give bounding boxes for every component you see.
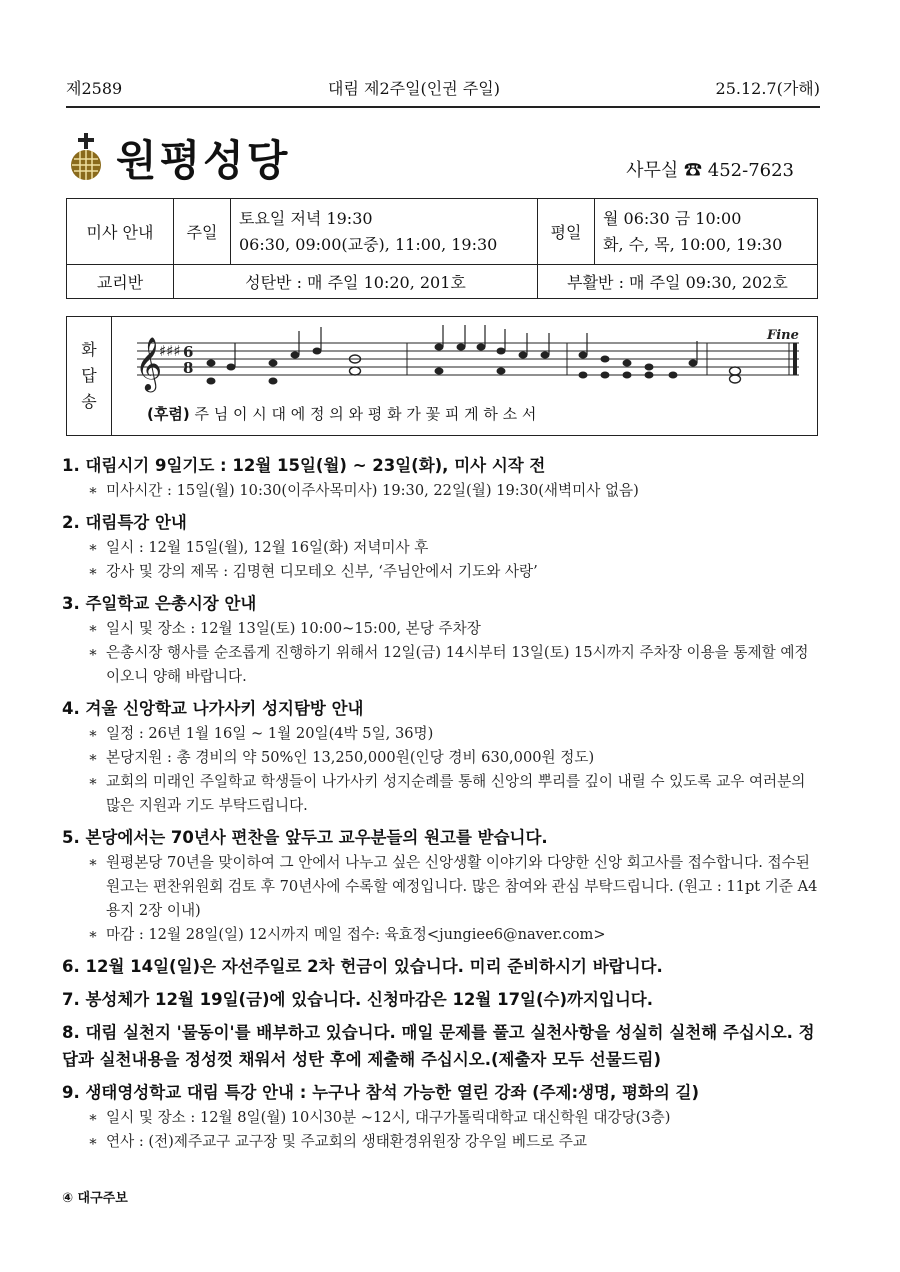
announcement-item [62, 695, 822, 818]
weekday-mass-times [595, 199, 818, 265]
announcement-item [62, 953, 822, 980]
sunday-mass-line2: 06:30, 09:00(교중), 11:00, 19:30 [239, 234, 498, 254]
announcement-item [62, 452, 822, 503]
announcement-detail: ∗ 일시 및 장소 : 12월 8일(월) 10시30분 ~12시, 대구가톨릭대학교 대신학원 대강당(3층) [88, 1109, 671, 1126]
responsorial-psalm [66, 316, 818, 436]
weekday-mass-line1: 월 06:30 금 10:00 [603, 208, 742, 228]
church-logo-icon [66, 133, 106, 181]
psalm-lyrics [147, 403, 536, 424]
announcement-item [62, 509, 822, 584]
announcement-detail: ∗ 미사시간 : 15일(월) 10:30(이주사목미사) 19:30, 22일(월) 19:30(새벽미사 없음) [88, 482, 639, 499]
announcement-detail: ∗ 본당지원 : 총 경비의 약 50%인 13,250,000원(인당 경비 630,000원 정도) [88, 749, 595, 766]
church-name: 원평성당 [116, 136, 291, 185]
psalm-side-char: 답 [81, 366, 97, 385]
announcement-title: 1. 대림시기 9일기도 : 12월 15일(월) ~ 23일(화), 미사 시작 전 [62, 456, 546, 475]
psalm-side-char: 송 [81, 392, 97, 411]
refrain-label: (후렴) [147, 405, 190, 423]
announcement-title: 8. 대림 실천지 '물동이'를 배부하고 있습니다. 매일 문제를 풀고 실천사항을 성실히 실천해 주십시오. 정답과 실천내용을 정성껏 채워서 성탄 후에 제출해 주십시오.(제출자 모두 선물드림) [62, 1023, 815, 1069]
announcement-title: 6. 12월 14일(일)은 자선주일로 2차 헌금이 있습니다. 미리 준비하시기 바랍니다. [62, 957, 663, 976]
psalm-side-char: 화 [81, 340, 97, 359]
svg-text:8: 8 [183, 359, 194, 377]
announcement-title: 9. 생태영성학교 대림 특강 안내 : 누구나 참석 가능한 열린 강좌 (주제:생명, 평화의 길) [62, 1083, 700, 1102]
bulletin-date: 25.12.7(가해) [715, 79, 820, 98]
fine-mark: Fine [767, 328, 799, 343]
announcement-detail: ∗ 일시 : 12월 15일(월), 12월 16일(화) 저녁미사 후 [88, 539, 429, 556]
announcement-detail: ∗ 일정 : 26년 1월 16일 ~ 1월 20일(4박 5일, 36명) [88, 725, 434, 742]
announcement-title: 4. 겨울 신앙학교 나가사키 성지탐방 안내 [62, 699, 364, 718]
announcement-title: 7. 봉성체가 12월 19일(금)에 있습니다. 신청마감은 12월 17일(수)까지입니다. [62, 990, 653, 1009]
announcement-detail: ∗ 원평본당 70년을 맞이하여 그 안에서 나누고 싶은 신앙생활 이야기와 다양한 신앙 회고사를 접수합니다. 접수된 원고는 편찬위원회 검토 후 70년사에 수록할 예정입니다. 많은 참여와 관심 부탁드립니다. (원고 : 11pt 기준 A4용지 2장 이내) [88, 854, 818, 919]
refrain-text: 주 님 이 시 대 에 정 의 와 평 화 가 꽃 피 게 하 소 서 [194, 405, 537, 423]
issue-number: 제2589 [66, 79, 123, 98]
announcement-detail: ∗ 일시 및 장소 : 12월 13일(토) 10:00~15:00, 본당 주차장 [88, 620, 481, 637]
announcement-item [62, 824, 822, 947]
announcement-title: 5. 본당에서는 70년사 편찬을 앞두고 교우분들의 원고를 받습니다. [62, 828, 548, 847]
announcement-title: 2. 대림특강 안내 [62, 513, 187, 532]
header-divider [66, 106, 820, 108]
easter-class: 부활반 : 매 주일 09:30, 202호 [538, 265, 818, 299]
announcement-item [62, 1079, 822, 1154]
phone-icon: ☎ [684, 160, 703, 181]
mass-label: 미사 안내 [67, 199, 174, 265]
office-phone: 452-7623 [707, 160, 794, 181]
announcement-detail: ∗ 은총시장 행사를 순조롭게 진행하기 위해서 12일(금) 14시부터 13일(토) 15시까지 주차장 이용을 통제할 예정이오니 양해 바랍니다. [88, 644, 809, 685]
office-contact [626, 156, 794, 182]
page-footer: ④ 대구주보 [62, 1191, 128, 1206]
office-label: 사무실 [626, 160, 679, 181]
sunday-mass-label: 주일 [174, 199, 231, 265]
announcement-detail: ∗ 마감 : 12월 28일(일) 12시까지 메일 접수: 육효정<jungiee6@naver.com> [88, 926, 606, 943]
announcement-title: 3. 주일학교 은총시장 안내 [62, 594, 257, 613]
svg-text:♯♯♯: ♯♯♯ [159, 342, 181, 360]
sunday-title: 대림 제2주일(인권 주일) [328, 79, 500, 98]
bulletin-header [66, 76, 820, 98]
weekday-mass-line2: 화, 수, 목, 10:00, 19:30 [603, 234, 783, 254]
announcement-detail: ∗ 연사 : (전)제주교구 교구장 및 주교회의 생태환경위원장 강우일 베드로 주교 [88, 1133, 587, 1150]
svg-text:𝄞: 𝄞 [135, 336, 163, 390]
announcement-list [62, 452, 822, 1160]
catechism-label: 교리반 [67, 265, 174, 299]
announcement-item [62, 590, 822, 689]
svg-text:6: 6 [183, 343, 194, 361]
sunday-mass-line1: 토요일 저녁 19:30 [239, 208, 373, 228]
announcement-detail: ∗ 교회의 미래인 주일학교 학생들이 나가사키 성지순례를 통해 신앙의 뿌리를 깊이 내릴 수 있도록 교우 여러분의 많은 지원과 기도 부탁드립니다. [88, 773, 806, 814]
announcement-item [62, 986, 822, 1013]
music-staff [127, 323, 807, 403]
announcement-detail: ∗ 강사 및 강의 제목 : 김명현 디모테오 신부, ‘주님안에서 기도와 사랑’ [88, 563, 538, 580]
weekday-mass-label: 평일 [538, 199, 595, 265]
christmas-class: 성탄반 : 매 주일 10:20, 201호 [174, 265, 538, 299]
announcement-item [62, 1019, 822, 1073]
psalm-side-label [67, 317, 112, 435]
mass-schedule-table [66, 198, 818, 299]
sunday-mass-times [231, 199, 538, 265]
